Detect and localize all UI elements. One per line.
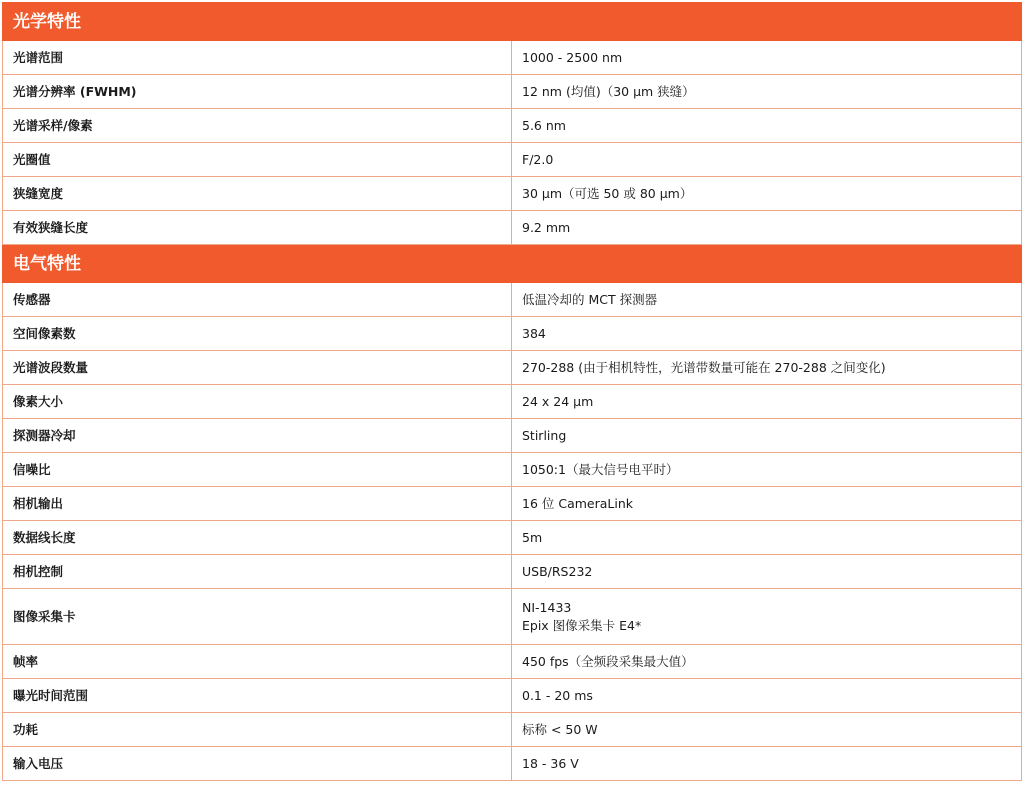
spec-value xyxy=(512,385,1022,419)
section-title: 电气特性 xyxy=(3,245,1022,283)
table-row xyxy=(3,41,1022,75)
spec-label: 光谱采样/像素 xyxy=(3,109,512,143)
spec-value-line: 5m xyxy=(522,529,543,545)
spec-value xyxy=(512,419,1022,453)
table-row xyxy=(3,645,1022,679)
spec-label: 相机输出 xyxy=(3,487,512,521)
spec-value-line: NI-1433 xyxy=(522,599,572,615)
spec-value xyxy=(512,109,1022,143)
spec-value xyxy=(512,453,1022,487)
table-row xyxy=(3,589,1022,645)
spec-value-line: 5.6 nm xyxy=(522,117,566,133)
spec-value-line: 12 nm (均值)（30 µm 狭缝） xyxy=(522,83,695,99)
spec-label: 相机控制 xyxy=(3,555,512,589)
spec-value-line: 1050:1（最大信号电平时） xyxy=(522,461,679,477)
spec-value-line: 450 fps（全频段采集最大值） xyxy=(522,653,694,669)
spec-value-line: 0.1 - 20 ms xyxy=(522,687,593,703)
spec-value xyxy=(512,351,1022,385)
table-row xyxy=(3,211,1022,245)
spec-value xyxy=(512,747,1022,781)
spec-value xyxy=(512,645,1022,679)
spec-value xyxy=(512,41,1022,75)
table-row xyxy=(3,109,1022,143)
spec-label: 信噪比 xyxy=(3,453,512,487)
spec-label: 像素大小 xyxy=(3,385,512,419)
spec-label: 狭缝宽度 xyxy=(3,177,512,211)
spec-value-line: 30 µm（可选 50 或 80 µm） xyxy=(522,185,693,201)
spec-table-body xyxy=(3,3,1022,781)
table-row xyxy=(3,283,1022,317)
spec-label: 数据线长度 xyxy=(3,521,512,555)
table-row xyxy=(3,555,1022,589)
spec-value-line: Stirling xyxy=(522,427,567,443)
spec-value-line: 1000 - 2500 nm xyxy=(522,49,623,65)
spec-label: 输入电压 xyxy=(3,747,512,781)
spec-value-line: 384 xyxy=(522,325,546,341)
table-row xyxy=(3,385,1022,419)
section-header-row xyxy=(3,3,1022,41)
spec-label: 探测器冷却 xyxy=(3,419,512,453)
spec-value xyxy=(512,589,1022,645)
spec-value xyxy=(512,211,1022,245)
table-row xyxy=(3,679,1022,713)
spec-label: 空间像素数 xyxy=(3,317,512,351)
spec-value-line: F/2.0 xyxy=(522,151,554,167)
table-row xyxy=(3,143,1022,177)
table-row xyxy=(3,351,1022,385)
spec-value xyxy=(512,679,1022,713)
spec-value-line: 24 x 24 µm xyxy=(522,393,594,409)
spec-label: 传感器 xyxy=(3,283,512,317)
spec-value xyxy=(512,521,1022,555)
table-row xyxy=(3,713,1022,747)
spec-value xyxy=(512,283,1022,317)
table-row xyxy=(3,453,1022,487)
spec-label: 曝光时间范围 xyxy=(3,679,512,713)
spec-value xyxy=(512,177,1022,211)
spec-value-line: USB/RS232 xyxy=(522,563,593,579)
table-row xyxy=(3,317,1022,351)
spec-value-line: Epix 图像采集卡 E4* xyxy=(522,617,642,633)
section-header-row xyxy=(3,245,1022,283)
spec-label: 帧率 xyxy=(3,645,512,679)
spec-table xyxy=(2,2,1022,781)
spec-value xyxy=(512,317,1022,351)
spec-value-line: 16 位 CameraLink xyxy=(522,495,634,511)
spec-value-line: 270-288 (由于相机特性，光谱带数量可能在 270-288 之间变化) xyxy=(522,359,886,375)
table-row xyxy=(3,521,1022,555)
spec-value xyxy=(512,487,1022,521)
spec-label: 光谱分辨率 (FWHM) xyxy=(3,75,512,109)
spec-label: 光圈值 xyxy=(3,143,512,177)
table-row xyxy=(3,419,1022,453)
spec-label: 光谱范围 xyxy=(3,41,512,75)
spec-value xyxy=(512,713,1022,747)
spec-value-line: 低温冷却的 MCT 探测器 xyxy=(522,291,658,307)
table-row xyxy=(3,747,1022,781)
spec-label: 图像采集卡 xyxy=(3,589,512,645)
table-row xyxy=(3,487,1022,521)
spec-value-line: 18 - 36 V xyxy=(522,755,579,771)
spec-value xyxy=(512,75,1022,109)
spec-value xyxy=(512,555,1022,589)
table-row xyxy=(3,177,1022,211)
spec-value-line: 标称 < 50 W xyxy=(522,721,598,737)
section-title: 光学特性 xyxy=(3,3,1022,41)
spec-value-line: 9.2 mm xyxy=(522,219,571,235)
spec-label: 有效狭缝长度 xyxy=(3,211,512,245)
spec-label: 光谱波段数量 xyxy=(3,351,512,385)
table-row xyxy=(3,75,1022,109)
spec-label: 功耗 xyxy=(3,713,512,747)
spec-value xyxy=(512,143,1022,177)
